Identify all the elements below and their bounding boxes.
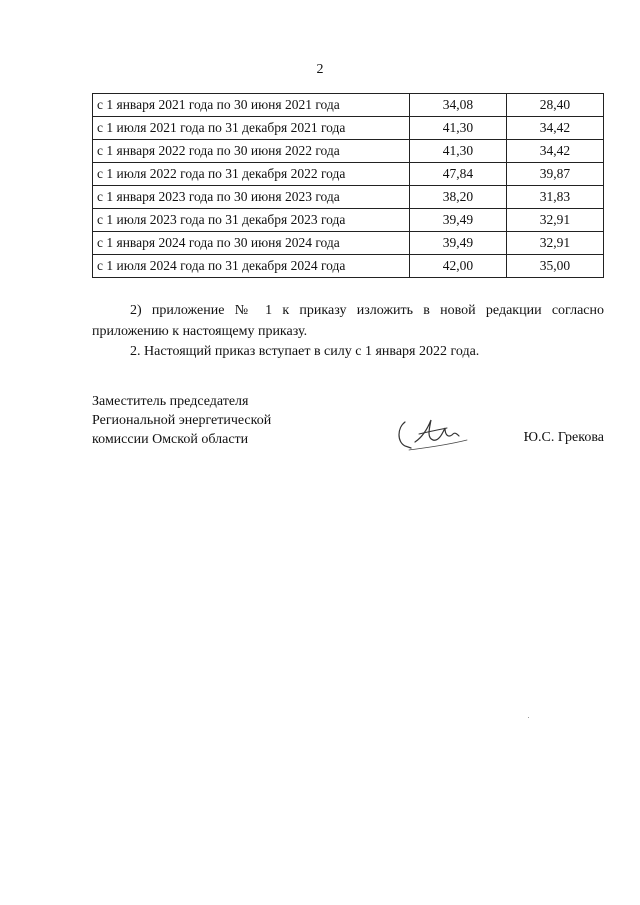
paragraph-point-2: 2. Настоящий приказ вступает в силу с 1 января 2022 года. — [130, 344, 480, 359]
tariff-table — [92, 93, 604, 278]
scan-speck — [528, 717, 529, 718]
table-cell-value1: 47,84 — [409, 163, 506, 186]
table-cell-value2: 32,91 — [506, 209, 603, 232]
signer-position-line-3: комиссии Омской области — [92, 432, 249, 447]
table-cell-value1: 34,08 — [409, 94, 506, 117]
signer-position — [92, 392, 271, 449]
table-row — [93, 140, 604, 163]
handwritten-signature — [393, 408, 483, 454]
table-cell-value1: 39,49 — [409, 232, 506, 255]
table-cell-period: с 1 января 2022 года по 30 июня 2022 года — [93, 140, 410, 163]
table-row — [93, 255, 604, 278]
signer-position-line-1: Заместитель председателя — [92, 394, 249, 409]
table-cell-value1: 41,30 — [409, 140, 506, 163]
tariff-table-body — [93, 94, 604, 278]
table-row — [93, 163, 604, 186]
paragraph-item-2: 2) приложение № 1 к приказу изложить в новой редакции согласно приложению к настоящему приказу. — [92, 303, 604, 339]
table-row — [93, 94, 604, 117]
table-cell-period: с 1 июля 2021 года по 31 декабря 2021 года — [93, 117, 410, 140]
table-row — [93, 209, 604, 232]
table-cell-period: с 1 января 2023 года по 30 июня 2023 года — [93, 186, 410, 209]
table-row — [93, 117, 604, 140]
table-cell-value1: 42,00 — [409, 255, 506, 278]
table-cell-value1: 38,20 — [409, 186, 506, 209]
table-cell-period: с 1 июля 2022 года по 31 декабря 2022 года — [93, 163, 410, 186]
table-cell-value2: 34,42 — [506, 140, 603, 163]
table-row — [93, 232, 604, 255]
table-cell-value2: 31,83 — [506, 186, 603, 209]
table-cell-value2: 32,91 — [506, 232, 603, 255]
table-cell-period: с 1 июля 2024 года по 31 декабря 2024 года — [93, 255, 410, 278]
table-cell-period: с 1 января 2021 года по 30 июня 2021 года — [93, 94, 410, 117]
table-cell-value2: 35,00 — [506, 255, 603, 278]
table-cell-value1: 41,30 — [409, 117, 506, 140]
signer-position-line-2: Региональной энергетической — [92, 413, 272, 428]
signer-name: Ю.С. Грекова — [523, 430, 604, 445]
table-cell-period: с 1 января 2024 года по 30 июня 2024 года — [93, 232, 410, 255]
table-cell-period: с 1 июля 2023 года по 31 декабря 2023 года — [93, 209, 410, 232]
table-cell-value2: 34,42 — [506, 117, 603, 140]
table-cell-value1: 39,49 — [409, 209, 506, 232]
table-row — [93, 186, 604, 209]
table-cell-value2: 28,40 — [506, 94, 603, 117]
table-cell-value2: 39,87 — [506, 163, 603, 186]
page-number: 2 — [316, 62, 324, 77]
